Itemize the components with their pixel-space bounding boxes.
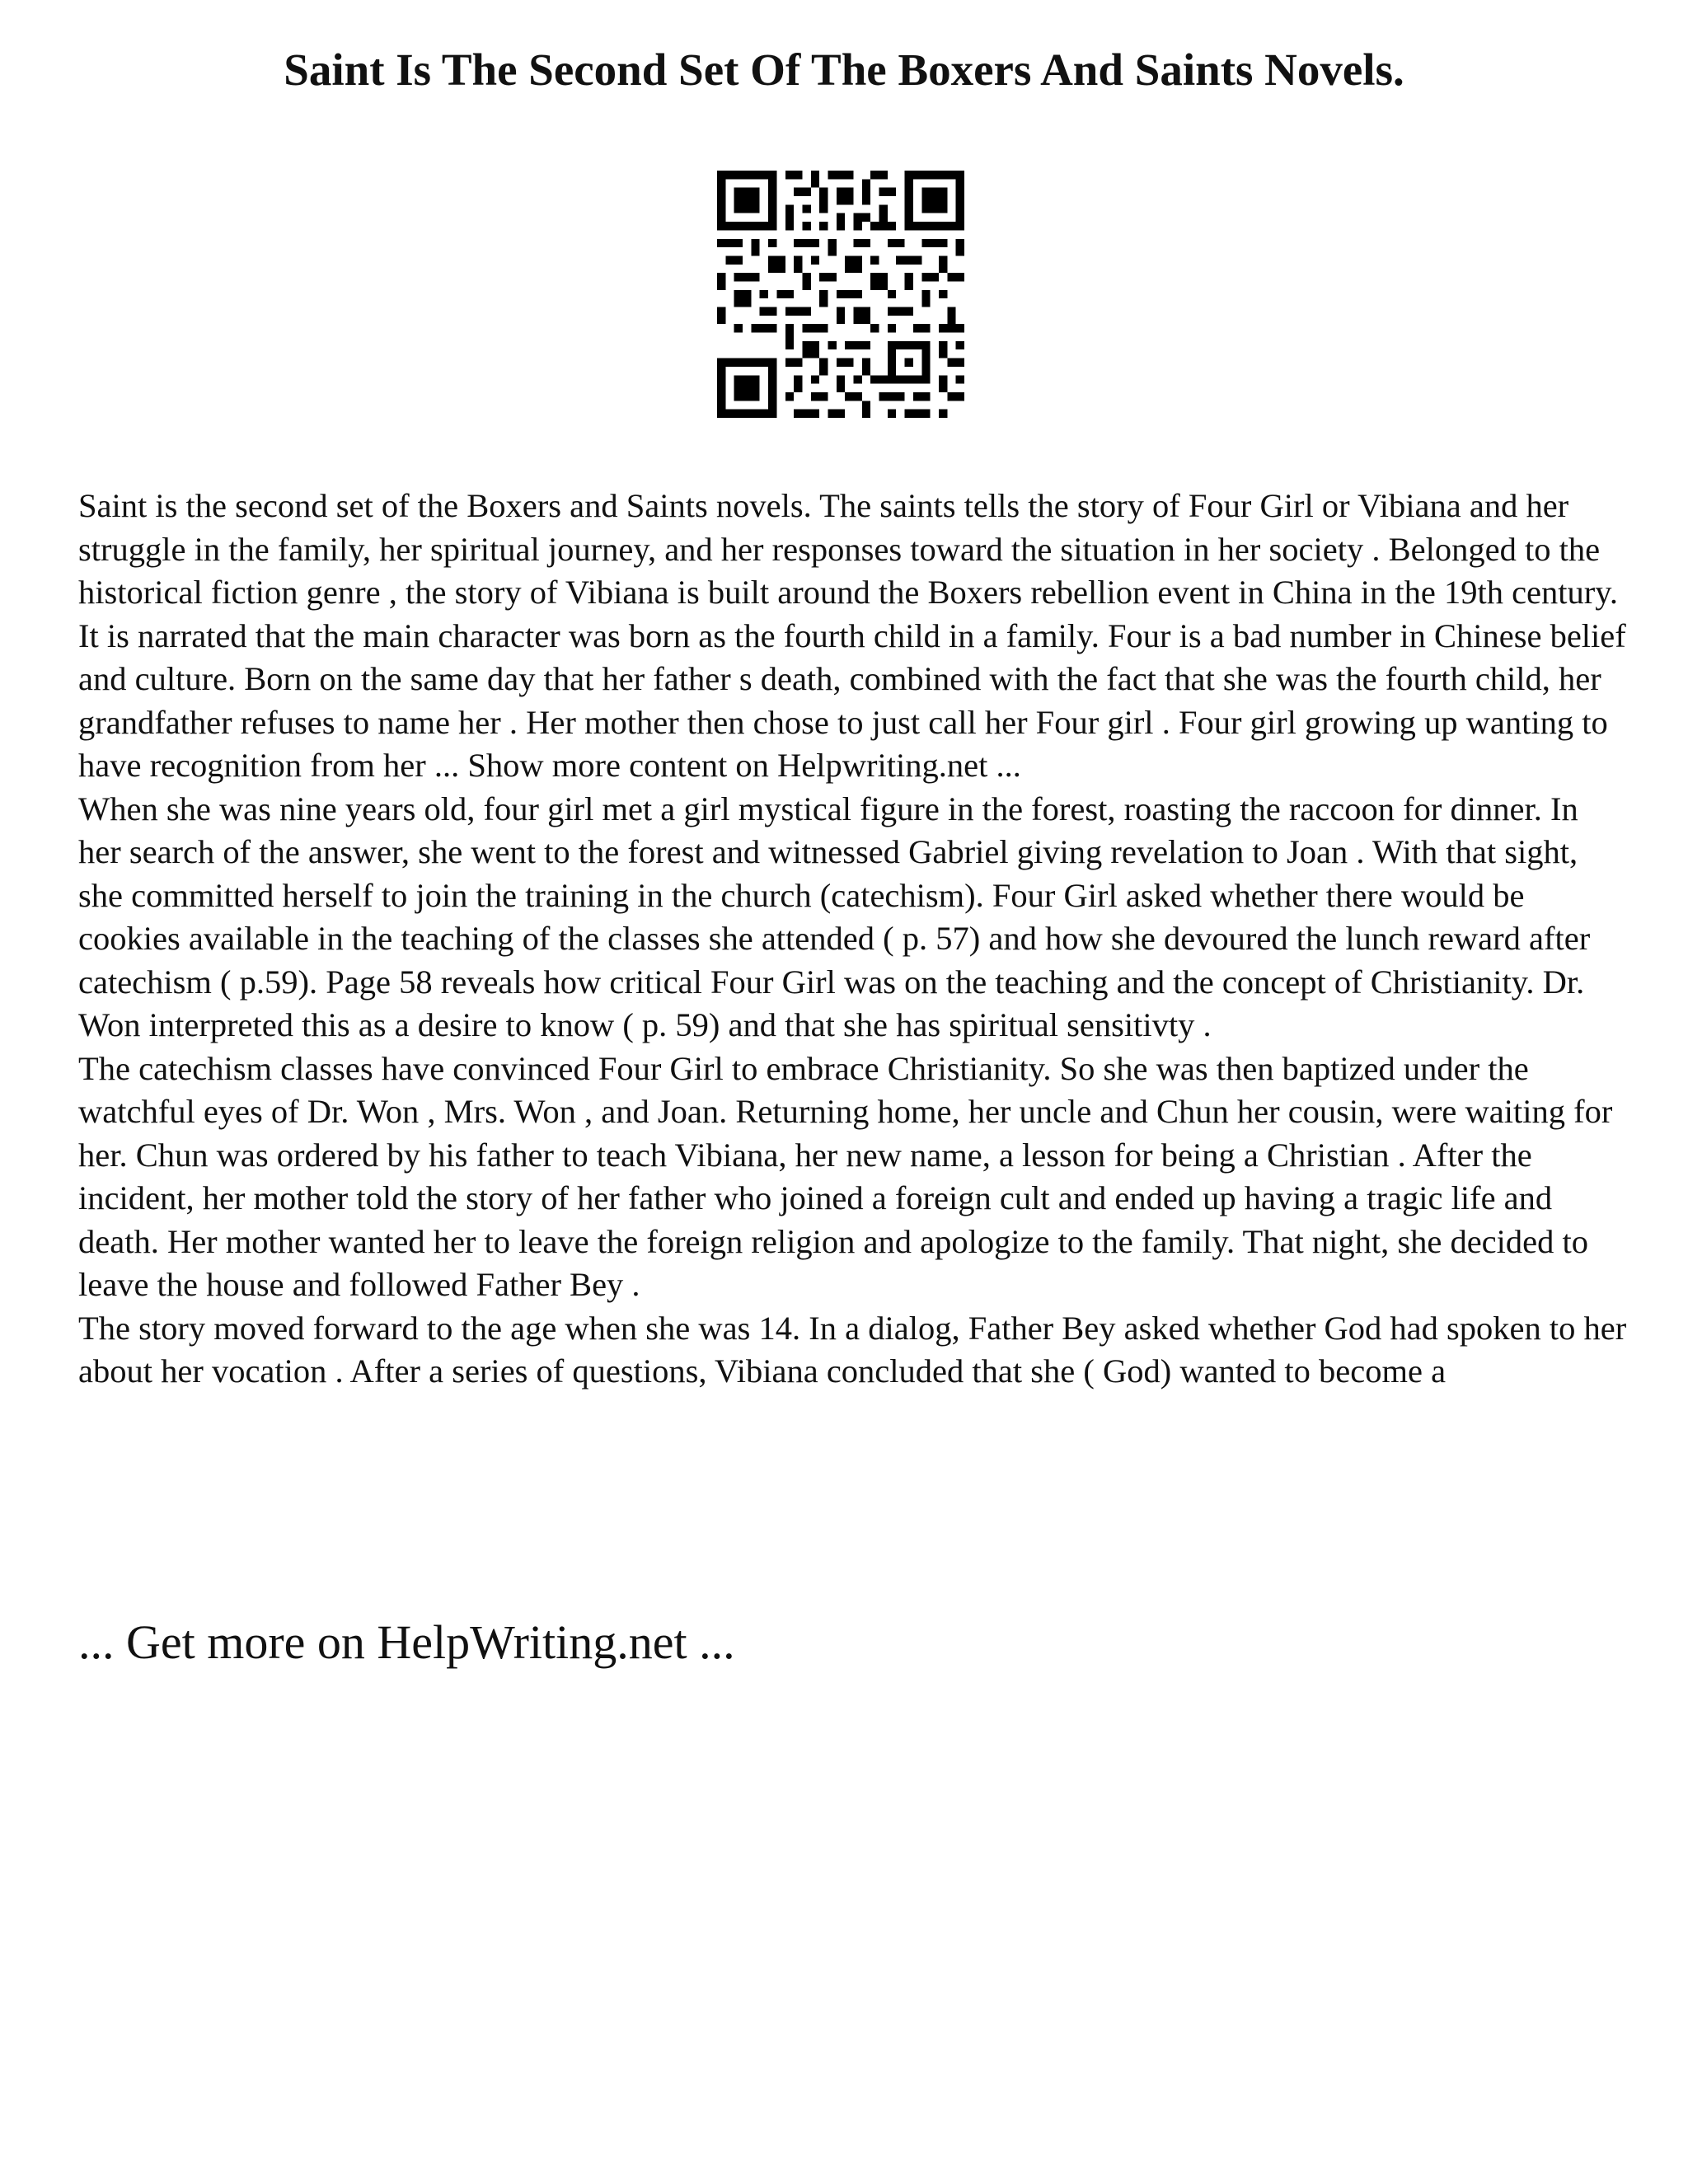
paragraph: When she was nine years old, four girl met a girl mystical figure in the forest, roasting the raccoon for dinner. In her search of the answer, she went to the forest and witnessed Gabriel giving revelation to Joan . With that sight, she committed herself to join the training in the church (catechism). Four Girl asked whether there would be cookies available in the teaching of the classes she attended ( p. 57) and how she devoured the lunch reward after catechism ( p.59). Page 58 reveals how critical Four Girl was on the teaching and the concept of Christianity. Dr. Won interpreted this as a desire to know ( p. 59) and that she has spiritual sensitivty . bbox=[78, 790, 1591, 1043]
qr-code-icon bbox=[717, 171, 964, 418]
paragraph: It is narrated that the main character was born as the fourth child in a family. Four is a bad number in Chinese belief and culture. Born on the same day that her father s death, combined with the fact that she was the fourth child, her grandfather refuses to name her . Her mother then chose to just call her Four girl . Four girl growing up wanting to have recognition from her ... Show more content on Helpwriting.net ... bbox=[78, 616, 1626, 784]
page-title: Saint Is The Second Set Of The Boxers And Saints Novels. bbox=[284, 45, 1404, 95]
paragraph: The catechism classes have convinced Four Girl to embrace Christianity. So she was then baptized under the watchful eyes of Dr. Won , Mrs. Won , and Joan. Returning home, her uncle and Chun her cousin, were waiting for her. Chun was ordered by his father to teach Vibiana, her new name, a lesson for being a Christian . After the incident, her mother told the story of her father who joined a foreign cult and ended up having a tragic life and death. Her mother wanted her to leave the foreign religion and apologize to the family. That night, she decided to leave the house and followed Father Bey . bbox=[78, 1049, 1613, 1303]
paragraph: The story moved forward to the age when she was 14. In a dialog, Father Bey asked whether God had spoken to her about her vocation . After a series of questions, Vibiana concluded that she ( God) wanted to become a bbox=[78, 1309, 1627, 1390]
paragraph: Saint is the second set of the Boxers and Saints novels. The saints tells the story of Four Girl or Vibiana and her struggle in the family, her spiritual journey, and her responses toward the situation in her society . Belonged to the historical fiction genre , the story of Vibiana is built around the Boxers rebellion event in China in the 19th century. bbox=[78, 487, 1619, 611]
get-more-link[interactable]: ... Get more on HelpWriting.net ... bbox=[78, 1615, 735, 1669]
article-body bbox=[78, 485, 1628, 1394]
